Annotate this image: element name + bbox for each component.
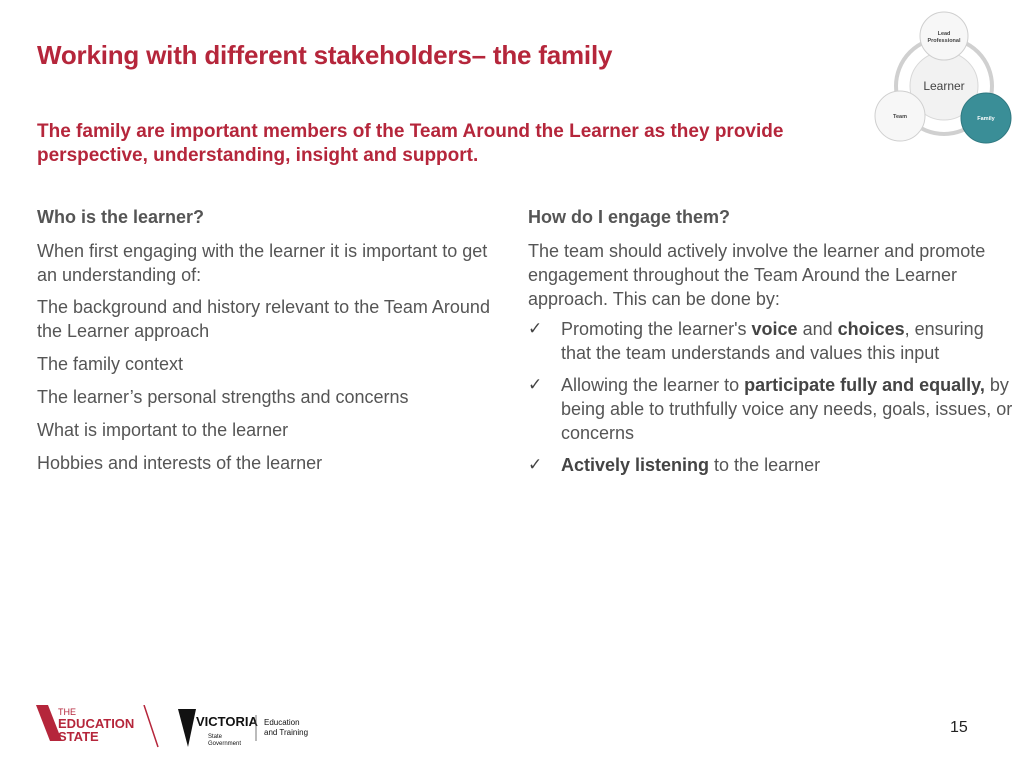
checklist-item: ✓ Allowing the learner to participate fully and equally, by being able to truthfully voice any needs, goals, issues, or concerns [528,375,1013,443]
right-column-intro: The team should actively involve the learner and promote engagement throughout the Team Around the Learner approach. This can be done by: [528,241,986,309]
diagram-center-label: Learner [923,79,965,93]
left-column [37,205,492,484]
diagram-top-label-2: Professional [927,38,961,44]
right-column-heading: How do I engage them? [528,207,731,227]
engagement-checklist [528,317,1018,477]
diagram-left-label: Team [893,114,907,120]
footer-logos [36,705,326,749]
svg-text:Education: Education [264,718,300,727]
diagram-top-label-1: Lead [937,31,951,37]
svg-text:STATE: STATE [58,729,99,744]
svg-text:THE: THE [58,707,76,717]
diagram-right-label: Family [977,116,995,122]
svg-text:EDUCATION: EDUCATION [58,716,135,731]
team-around-learner-diagram [870,8,1020,148]
left-item: The family context [37,354,184,374]
checkmark-icon: ✓ [528,319,543,338]
svg-text:and Training: and Training [264,728,309,737]
svg-text:Government: Government [208,741,242,747]
page-number: 15 [950,719,968,736]
checkmark-icon: ✓ [528,375,543,394]
left-item: What is important to the learner [37,420,289,440]
left-item: The learner’s personal strengths and concerns [37,387,409,407]
right-column [528,205,1018,485]
checklist-item: ✓ Actively listening to the learner [528,455,821,475]
left-column-heading: Who is the learner? [37,207,205,227]
slide-title: Working with different stakeholders– the family [37,40,613,70]
education-state-logo [36,705,158,747]
svg-text:VICTORIA: VICTORIA [196,714,258,729]
left-column-intro: When first engaging with the learner it is important to get an understanding of: [37,241,488,285]
slide-subtitle: The family are important members of the Team Around the Learner as they provide perspective, understanding, insight and support. [37,121,784,166]
checklist-item: ✓ Promoting the learner's voice and choices, ensuring that the team understands and values this input [528,319,984,363]
checkmark-icon: ✓ [528,455,543,474]
left-item: Hobbies and interests of the learner [37,453,323,473]
svg-text:State: State [208,734,223,740]
victoria-state-government-logo [178,709,308,747]
left-item: The background and history relevant to the Team Around the Learner approach [37,297,490,341]
